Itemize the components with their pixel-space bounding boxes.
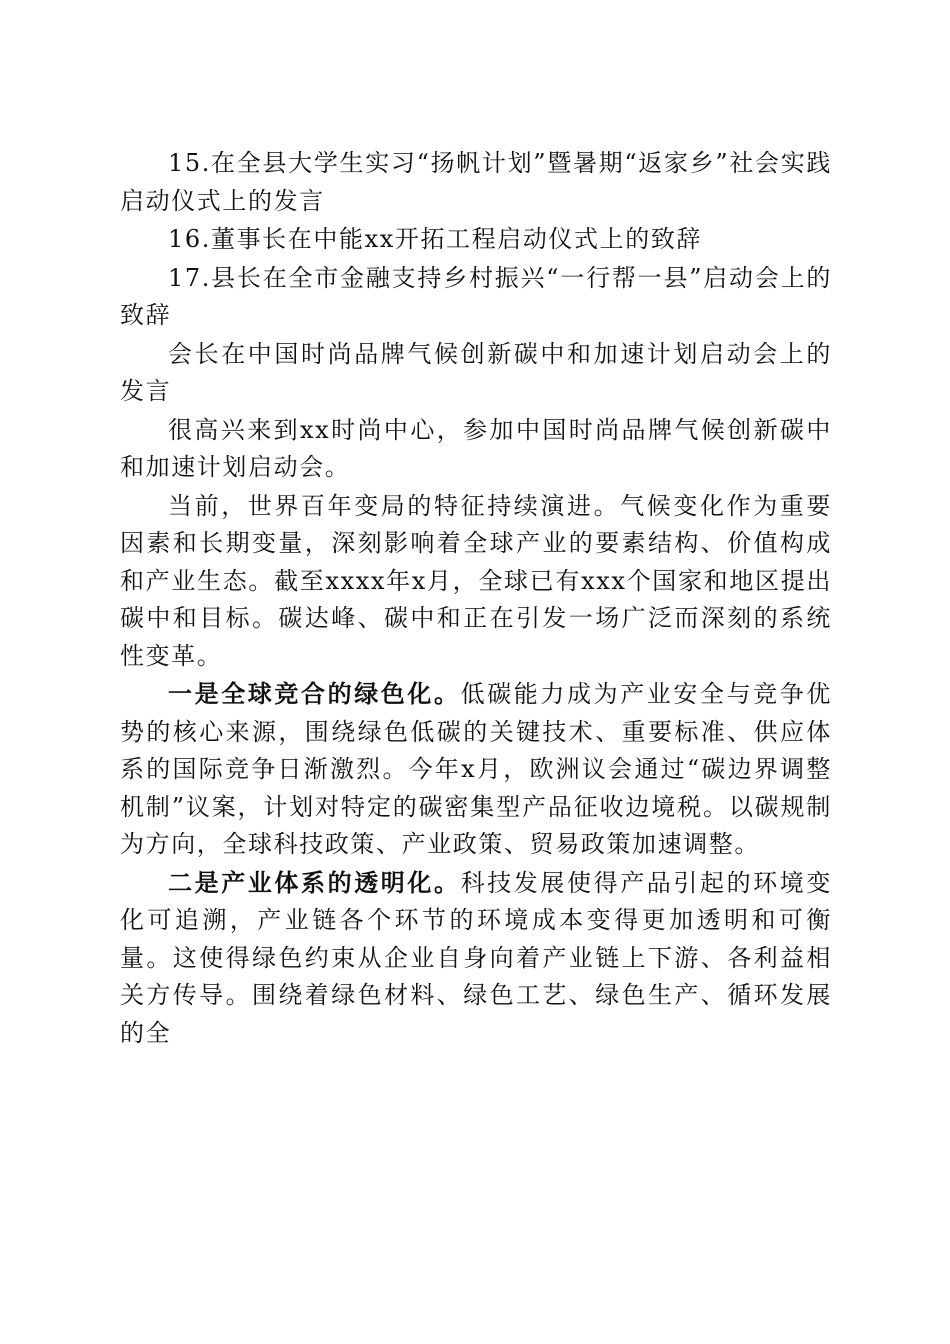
paragraph-point-one: [120, 675, 832, 864]
paragraph-text: 17.县长在全市金融支持乡村振兴“一行帮一县”启动会上的致辞: [120, 263, 832, 329]
paragraph-item-17: [120, 259, 832, 335]
paragraph-item-15: [120, 144, 832, 220]
paragraph-text: 科技发展使得产品引起的环境变化可追溯，产业链各个环节的环境成本变得更加透明和可衡量。这使得绿色约束从企业自身向着产业链上下游、各利益相关方传导。围绕着绿色材料、绿色工艺、绿色生产、循环发展的全: [120, 868, 832, 1047]
paragraph-text: 低碳能力成为产业安全与竞争优势的核心来源，围绕绿色低碳的关键技术、重要标准、供应体系的国际竞争日渐激烈。今年x月，欧洲议会通过“碳边界调整机制”议案，计划对特定的碳密集型产品征收边境税。以碳规制为方向，全球科技政策、产业政策、贸易政策加速调整。: [120, 680, 832, 858]
paragraph-text: 很高兴来到xx时尚中心，参加中国时尚品牌气候创新碳中和加速计划启动会。: [120, 415, 832, 481]
paragraph-lead: 一是全球竞合的绿色化。: [168, 679, 461, 708]
paragraph-item-16: [120, 220, 832, 259]
paragraph-text: 会长在中国时尚品牌气候创新碳中和加速计划启动会上的发言: [120, 339, 832, 405]
paragraph-point-two: [120, 864, 832, 1053]
paragraph-text: 15.在全县大学生实习“扬帆计划”暨暑期“返家乡”社会实践启动仪式上的发言: [120, 149, 832, 215]
paragraph-text: 16.董事长在中能xx开拓工程启动仪式上的致辞: [168, 225, 703, 253]
paragraph-text: 当前，世界百年变局的特征持续演进。气候变化作为重要因素和长期变量，深刻影响着全球产业的要素结构、价值构成和产业生态。截至xxxx年x月，全球已有xxx个国家和地区提出碳中和目标。碳达峰、碳中和正在引发一场广泛而深刻的系统性变革。: [120, 491, 832, 670]
paragraph-lead: 二是产业体系的透明化。: [168, 867, 461, 897]
paragraph-opening: [120, 411, 832, 487]
paragraph-context: [120, 487, 832, 676]
speech-title: [120, 335, 832, 411]
